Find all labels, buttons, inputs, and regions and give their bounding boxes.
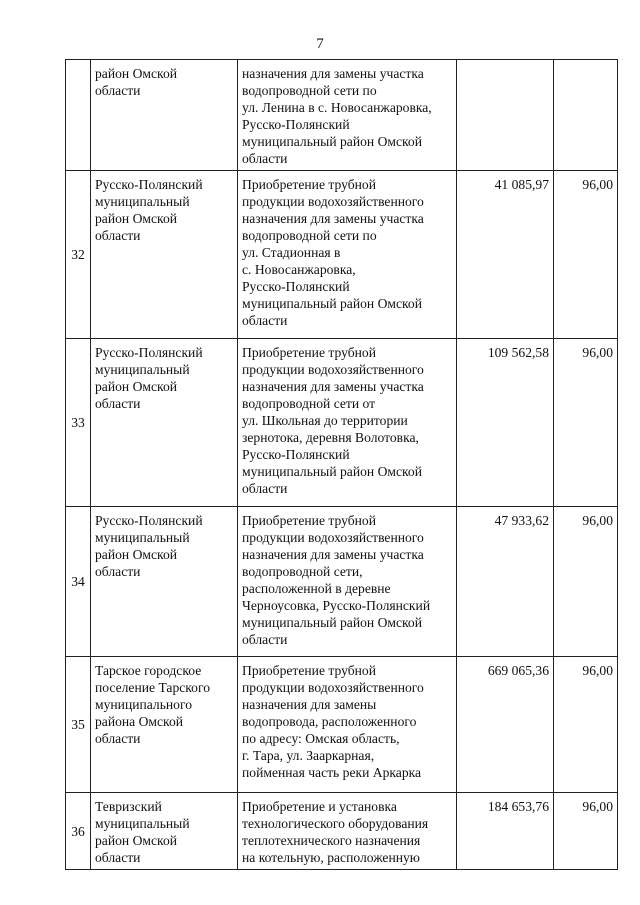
municipality-cell: Русско-Полянский муниципальный район Омской области	[91, 507, 238, 657]
amount-cell: 184 653,76	[457, 793, 554, 870]
table-row	[66, 339, 618, 507]
description-cell: назначения для замены участка водопроводной сети по ул. Ленина в с. Новосанжаровка, Русско-Полянский муниципальный район Омской области	[238, 60, 457, 171]
table-row	[66, 171, 618, 339]
allocation-table	[65, 59, 618, 870]
description-cell: Приобретение и установка технологического оборудования теплотехнического назначения на котельную, расположенную	[238, 793, 457, 870]
municipality-cell: Тарское городское поселение Тарского муниципального района Омской области	[91, 657, 238, 793]
municipality-cell: Тевризский муниципальный район Омской области	[91, 793, 238, 870]
description-cell: Приобретение трубной продукции водохозяйственного назначения для замены участка водопроводной сети от ул. Школьная до территории зернотока, деревня Волотовка, Русско-Полянский муниципальный район Омской области	[238, 339, 457, 507]
percent-cell: 96,00	[554, 793, 618, 870]
description-cell: Приобретение трубной продукции водохозяйственного назначения для замены водопровода, расположенного по адресу: Омская область, г. Тара, ул. Зааркарная, пойменная часть реки Аркарка	[238, 657, 457, 793]
amount-cell: 47 933,62	[457, 507, 554, 657]
percent-cell: 96,00	[554, 339, 618, 507]
description-cell: Приобретение трубной продукции водохозяйственного назначения для замены участка водопроводной сети по ул. Стадионная в с. Новосанжаровка, Русско-Полянский муниципальный район Омской области	[238, 171, 457, 339]
municipality-cell: Русско-Полянский муниципальный район Омской области	[91, 171, 238, 339]
municipality-cell: район Омской области	[91, 60, 238, 171]
amount-cell: 41 085,97	[457, 171, 554, 339]
percent-cell: 96,00	[554, 171, 618, 339]
table-row	[66, 60, 618, 171]
table-row	[66, 793, 618, 870]
row-number: 32	[66, 171, 91, 339]
row-number: 34	[66, 507, 91, 657]
municipality-cell: Русско-Полянский муниципальный район Омской области	[91, 339, 238, 507]
row-number: 35	[66, 657, 91, 793]
table-row	[66, 657, 618, 793]
description-cell: Приобретение трубной продукции водохозяйственного назначения для замены участка водопроводной сети, расположенной в деревне Черноусовка, Русско-Полянский муниципальный район Омской области	[238, 507, 457, 657]
row-number: 36	[66, 793, 91, 870]
percent-cell	[554, 60, 618, 171]
amount-cell: 669 065,36	[457, 657, 554, 793]
page-number: 7	[316, 36, 324, 52]
table-body	[66, 60, 618, 870]
row-number	[66, 60, 91, 171]
percent-cell: 96,00	[554, 657, 618, 793]
table-row	[66, 507, 618, 657]
row-number: 33	[66, 339, 91, 507]
percent-cell: 96,00	[554, 507, 618, 657]
amount-cell	[457, 60, 554, 171]
amount-cell: 109 562,58	[457, 339, 554, 507]
